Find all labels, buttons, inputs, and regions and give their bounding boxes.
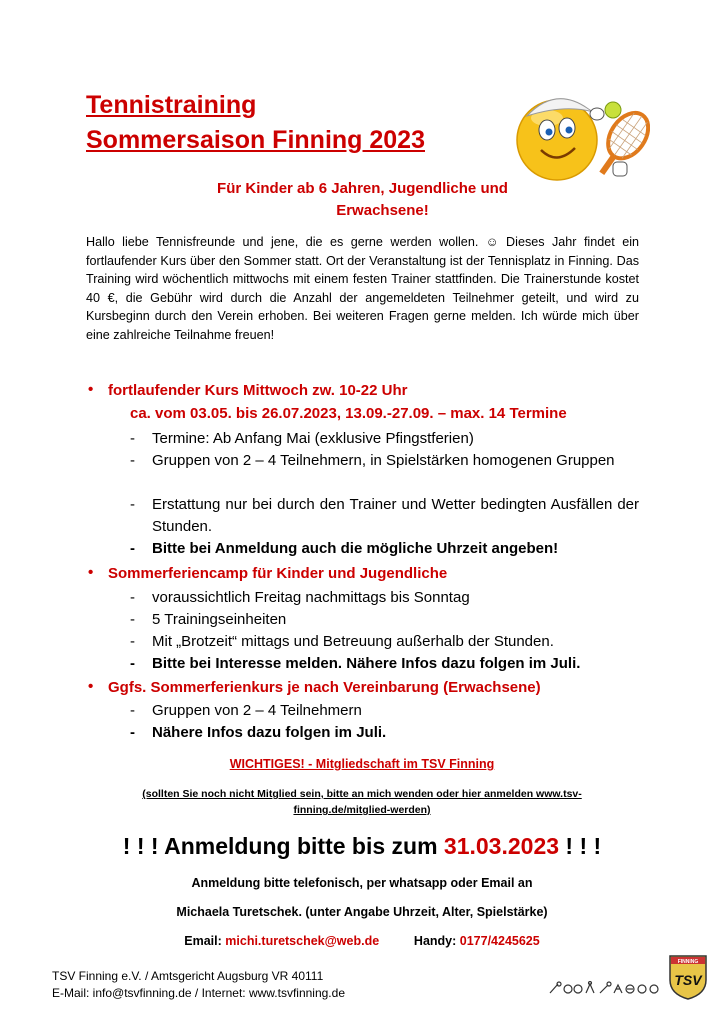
contact-line-2: Michaela Turetschek. (unter Angabe Uhrzeit, Alter, Spielstärke) xyxy=(176,905,548,919)
membership-heading: WICHTIGES! - Mitgliedschaft im TSV Finning xyxy=(229,757,495,771)
intro-paragraph: Hallo liebe Tennisfreunde und jene, die es gerne werden wollen. ☺ Dieses Jahr findet ein fortlaufender Kurs über den Sommer statt. Ort der Veranstaltung ist der Tennisplatz in Finning. Das Training wird wöchentlich mittwochs mit einem festen Trainer stattfinden. Die Trainerstunde kostet 40 €, die Gebühr wird durch die Anzahl der angemeldeten Teilnehmer geteilt, und wird zu Kursbeginn durch den Verein erhoben. Bei weiteren Fragen gerne melden. Ich würde mich über eine zahlreiche Teilnahme freuen! xyxy=(86,235,639,342)
membership-note-line-1: (sollten Sie noch nicht Mitglied sein, bitte an mich wenden oder hier anmelden www.tsv- xyxy=(142,788,582,800)
list-item: - Gruppen von 2 – 4 Teilnehmern xyxy=(130,700,639,722)
deadline-line: ! ! ! Anmeldung bitte bis zum 31.03.2023 ! ! ! xyxy=(122,833,602,859)
footer-line-1: TSV Finning e.V. / Amtsgericht Augsburg VR 40111 xyxy=(52,969,324,983)
sports-pictograms-icon xyxy=(548,981,666,995)
list-item: - Mit „Brotzeit“ mittags und Betreuung außerhalb der Stunden. xyxy=(130,631,639,653)
list-item: - Bitte bei Interesse melden. Nähere Infos dazu folgen im Juli. xyxy=(130,653,639,675)
email-link[interactable]: michi.turetschek@web.de xyxy=(225,934,380,948)
contact-line-3: Email: michi.turetschek@web.de Handy: 0177/4245625 xyxy=(184,934,540,948)
membership-note-line-2: finning.de/mitglied-werden) xyxy=(293,804,431,816)
list-item: - Termine: Ab Anfang Mai (exklusive Pfingstferien) xyxy=(130,428,639,450)
phone-number: 0177/4245625 xyxy=(459,934,540,948)
section-2-heading: • Sommerferiencamp für Kinder und Jugendliche xyxy=(108,565,447,582)
subtitle-line-2: Erwachsene! xyxy=(336,202,429,219)
section-1-heading: • fortlaufender Kurs Mittwoch zw. 10-22 Uhr xyxy=(108,382,407,399)
list-item: - Erstattung nur bei durch den Trainer und Wetter bedingten Ausfällen der Stunden. xyxy=(130,494,639,538)
footer-line-2: E-Mail: info@tsvfinning.de / Internet: www.tsvfinning.de xyxy=(52,986,345,1000)
section-3-heading: • Ggfs. Sommerferienkurs je nach Vereinbarung (Erwachsene) xyxy=(108,679,541,696)
list-item: - Nähere Infos dazu folgen im Juli. xyxy=(130,722,639,744)
list-item: - 5 Trainingseinheiten xyxy=(130,609,639,631)
svg-text:FINNING: FINNING xyxy=(677,959,699,965)
contact-line-1: Anmeldung bitte telefonisch, per whatsapp oder Email an xyxy=(191,876,533,890)
subtitle-line-1: Für Kinder ab 6 Jahren, Jugendliche und xyxy=(217,180,508,197)
page-title-line-1: Tennistraining xyxy=(86,91,257,119)
list-item: - Gruppen von 2 – 4 Teilnehmern, in Spielstärken homogenen Gruppen xyxy=(130,450,639,472)
page-title-line-2: Sommersaison Finning 2023 xyxy=(86,126,425,154)
deadline-date: 31.03.2023 xyxy=(443,833,560,859)
tsv-finning-logo xyxy=(668,954,708,1000)
svg-text:TSV: TSV xyxy=(674,972,702,988)
section-1-dates: ca. vom 03.05. bis 26.07.2023, 13.09.-27.09. – max. 14 Termine xyxy=(130,405,567,422)
list-item: - voraussichtlich Freitag nachmittags bis Sonntag xyxy=(130,587,639,609)
list-item: - Bitte bei Anmeldung auch die mögliche Uhrzeit angeben! xyxy=(130,538,639,560)
